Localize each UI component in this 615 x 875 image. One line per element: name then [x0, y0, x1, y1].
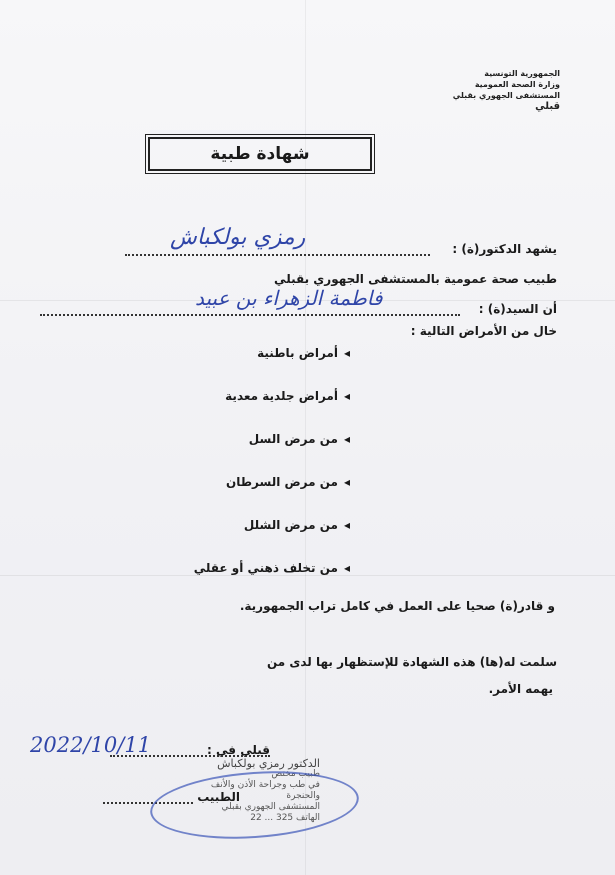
conditions-intro: خال من الأمراض التالية :	[410, 324, 557, 338]
triangle-bullet-icon: ◂	[343, 389, 350, 403]
ministry-header	[440, 68, 560, 112]
doctor-name-handwritten: رمزي بولكباش	[170, 225, 306, 250]
purpose-line: يهمه الأمر.	[488, 682, 553, 696]
purpose-line: سلمت له(ها) هذه الشهادة للإستظهار بها لدى من	[266, 655, 557, 669]
condition-item: ◂من مرض الشلل	[243, 518, 350, 532]
fold-line	[0, 575, 615, 576]
ink-stamp-oval	[148, 765, 361, 845]
doctor-stamp-text: الدكتور رمزي بولكباش طبيب مختص في طب وجراحة الأذن والأنف والحنجرة المستشفى الجهوري بقبلي الهاتف 325 ... 22	[210, 757, 320, 823]
triangle-bullet-icon: ◂	[343, 346, 350, 360]
fitness-statement: و قادر(ة) صحيا على العمل في كامل تراب الجمهورية.	[239, 599, 555, 613]
dotted-line	[40, 314, 460, 316]
header-line: وزارة الصحة العمومية	[474, 80, 560, 89]
doctor-title-line: طبيب صحة عمومية بالمستشفى الجهوري بقبلي	[274, 272, 557, 286]
dotted-line	[125, 254, 430, 256]
condition-item: ◂من مرض السرطان	[225, 475, 350, 489]
document-title: شهادة طبية	[148, 137, 372, 171]
condition-item: ◂من مرض السل	[248, 432, 350, 446]
triangle-bullet-icon: ◂	[343, 518, 350, 532]
triangle-bullet-icon: ◂	[343, 475, 350, 489]
triangle-bullet-icon: ◂	[343, 561, 350, 575]
condition-item: ◂من تخلف ذهني أو عقلي	[193, 561, 350, 575]
patient-label: أن السيد(ة) :	[478, 302, 557, 316]
header-line: قبلي	[535, 101, 560, 112]
date-handwritten: 2022/10/11	[30, 733, 152, 757]
condition-item: ◂أمراض باطنية	[257, 346, 350, 360]
condition-item: ◂أمراض جلدية معدية	[225, 389, 350, 403]
header-line: المستشفى الجهوري بقبلي	[452, 91, 560, 100]
triangle-bullet-icon: ◂	[343, 432, 350, 446]
doctor-signature-label: الطبيب	[197, 790, 240, 804]
date-label: قبلي في :	[207, 743, 270, 757]
patient-name-handwritten: فاطمة الزهراء بن عبيد	[195, 286, 383, 310]
doctor-label: يشهد الدكتور(ة) :	[452, 242, 557, 256]
header-line: الجمهورية التونسية	[484, 69, 560, 78]
